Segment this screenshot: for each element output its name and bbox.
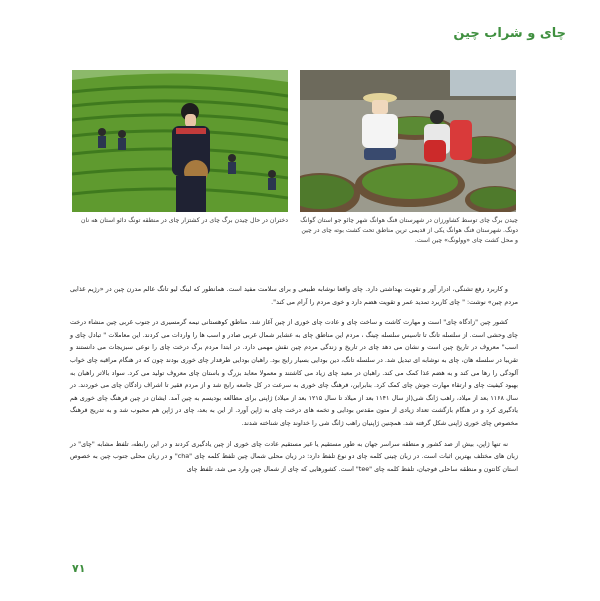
photo-tea-farmers	[300, 70, 516, 212]
paragraph: و کاربرد رفع تشنگی، ادرار آور و تقویت بهداشتی دارد. چای واقعا نوشابه طبیعی و برای سلامت مفید است. همانطور که لینگ لیو تانگ عالم مدرن چین در «رژیم غذایی مردم چین» نوشت: " چای کاربرد تمدید عمر و تقویت هضم دارد و خوی مردم را آرام می کند".	[70, 286, 518, 306]
paragraph: نه تنها ژاپن، بیش از صد کشور و منطقه سراسر جهان به طور مستقیم یا غیر مستقیم عادت چای خوری از چین یادگیری کردند و در این رابطه، تلفظ مشابه "چای" در زبان های مختلف بهترین اثبات است. در زبان چینی کلمه چای دو نوع تلفظ دارد: در زبان محلی شمال چین تلفظ کلمه چای "cha" و در زبان محلی جنوب چین به خصوص استان کانتون و منطقه ساحلی فوجیان، تلفظ کلمه چای "tee" است. کشورهایی که چای از شمال چین وارد می شد، تلفظ چای	[70, 440, 519, 473]
photo-tea-pickers	[72, 70, 288, 212]
caption-right-photo: چیدن برگ چای توسط کشاورزان در شهرستان فنگ هوانگ شهر چائو جو استان گوانگ دونگ. شهرستان فنگ هوانگ یکی از قدیمی ترین مناطق تحت کشت بوته چای در چین و محل کشت چای «وولونگ» چین است.	[300, 217, 518, 244]
caption-left-photo: دختران در حال چیدن برگ چای در کشتزار چای در منطقه تونگ دائو استان هه نان	[81, 217, 288, 224]
main-text	[70, 284, 518, 484]
paragraph: کشور چین "زادگاه چای" است و مهارت کاشت و ساخت چای و عادت چای خوری از چین آغاز شد. مناطق کوهستانی نیمه گرمسیری در جنوب غربی چین منشاء درخت چای وحشی است. از سلسله تانگ تا تاسیس سلسله چینگ ، مردم این مناطق چای به عشایر شمال غربی صادر و اسب ها را واردات می کردند. این معاملات " تبادل چای و اسب" معروف در تاریخ چین است و نشان می دهد چای در تاریخ و زندگی مردم چین نقش مهمی دارد. در ابتدا مردم برگ درخت چای را نوعی سبزیجات می دانستند و تقریبا در سلسله هان، چای به نوشابه ای تبدیل شد. در سلسله تانگ، دین بودایی بسیار رایج بود. راهبان بودایی طرفدار چای خوری بودند چون که در هنگام مراقبه چای خواب آلودگی را رها می کند و به هضم غذا کمک می کند. راهبان در معبد چای زیاد می کاشتند و معمولا معابد بزرگ و باستان چای معروف تولید می کرد. سواد بالاتر راهبان به بهبود کیفیت چای و ارتقاء مهارت جوش چای کمک کرد. بنابراین، فرهنگ چای خوری به سرعت در کل جامعه رایج شد و از مردم فقیر تا اشراف زادگان چای می خوردند. در سال ۱۱۶۸ بعد از میلاد، راهب ژانگ شی(از سال ۱۱۴۱ بعد از میلاد تا سال ۱۲۱۵ بعد از میلاد) ژاپنی برای مطالعه بودیسم به چین آمد. ایشان در چین فرهنگ چای خوری هم یادگیری کرد و در هنگام بازگشت تعداد زیادی از متون مقدس بودایی و تخمه های درخت چای به ژاپن آورد. از این به بعد، چای در ژاپن هم محبوب شد و به تدریج فرهنگ مخصوص چای خوری ژاپنی شکل گرفته شد. همچنین ژاپنیان راهب ژانگ شی را خداوند چای شناخته شدند.	[70, 319, 519, 427]
chapter-title: چای و شراب چین	[453, 26, 566, 41]
page-number: ٧١	[72, 562, 86, 575]
